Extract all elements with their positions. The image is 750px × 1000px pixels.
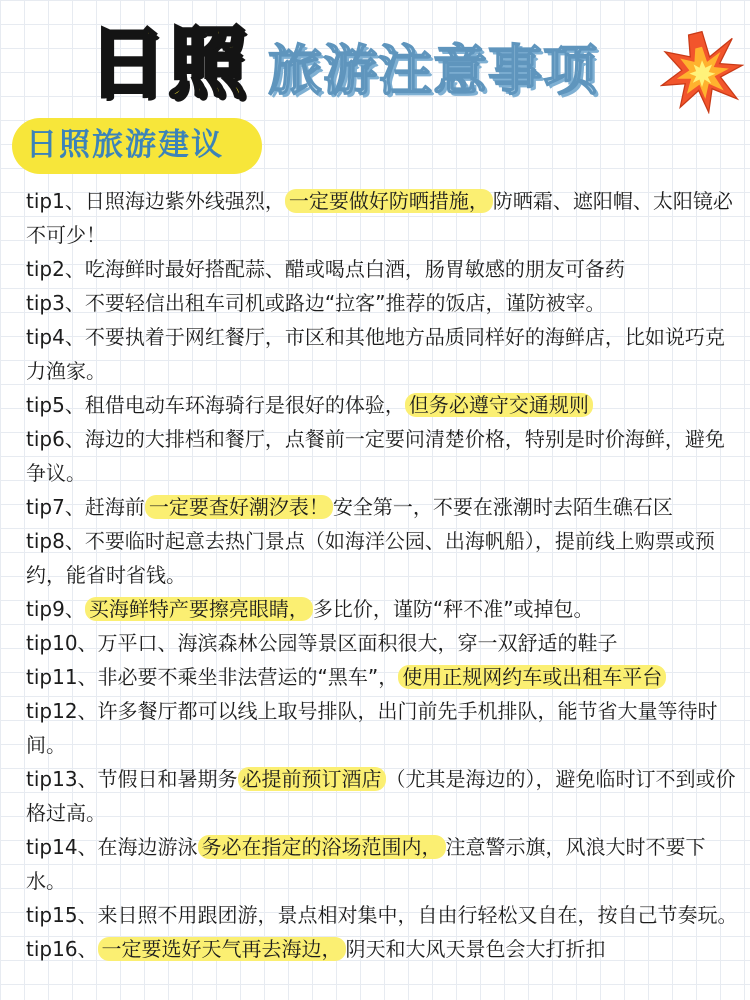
tip-text: tip15、来日照不用跟团游，景点相对集中，自由行轻松又自在，按自己节奏玩。 [26, 903, 738, 927]
tip-item [26, 388, 738, 422]
tip-item [26, 932, 738, 966]
tip-highlight: 一定要做好防晒措施， [285, 189, 493, 213]
tip-text: tip11、非必要不乘坐非法营运的“黑车”， [26, 665, 399, 689]
tip-text: tip7、赶海前 [26, 495, 145, 519]
tip-text: tip3、不要轻信出租车司机或路边“拉客”推荐的饭店，谨防被宰。 [26, 291, 606, 315]
tip-text: tip6、海边的大排档和餐厅，点餐前一定要问清楚价格，特别是时价海鲜，避免争议。 [26, 427, 725, 485]
tip-item [26, 694, 738, 762]
tip-item [26, 524, 738, 592]
title-sub: 旅游注意事项 [268, 39, 598, 102]
tip-text: （尤其是海边的），避免临时订不到或价格过高。 [26, 767, 736, 825]
tip-text: 多比价，谨防“秤不准”或掉包。 [312, 597, 594, 621]
tip-highlight: 买海鲜特产要擦亮眼睛， [85, 597, 313, 621]
tip-list [26, 184, 738, 966]
section-heading [12, 118, 262, 174]
tip-text: tip1、日照海边紫外线强烈， [26, 189, 285, 213]
tip-text: tip16、 [26, 937, 98, 961]
title-main: 日照 [88, 19, 249, 109]
tip-text: 安全第一，不要在涨潮时去陌生礁石区 [332, 495, 673, 519]
tip-highlight: 务必在指定的浴场范围内， [198, 835, 446, 859]
tip-item [26, 422, 738, 490]
tip-text: tip12、许多餐厅都可以线上取号排队，出门前先手机排队，能节省大量等待时间。 [26, 699, 718, 757]
tip-text: tip5、租借电动车环海骑行是很好的体验， [26, 393, 405, 417]
tip-highlight: 但务必遵守交通规则 [405, 393, 593, 417]
tip-highlight: 使用正规网约车或出租车平台 [398, 665, 666, 689]
tip-item [26, 660, 738, 694]
tip-item [26, 286, 738, 320]
tip-item [26, 490, 738, 524]
section-heading-text: 日照旅游建议 [26, 127, 224, 163]
tip-text: 阴天和大风天景色会大打折扣 [345, 937, 606, 961]
header [0, 16, 750, 116]
tip-text: tip4、不要执着于网红餐厅，市区和其他地方品质同样好的海鲜店，比如说巧克力渔家。 [26, 325, 725, 383]
tip-text: 注意警示旗，风浪大时不要下水。 [26, 835, 706, 893]
tip-text: tip2、吃海鲜时最好搭配蒜、醋或喝点白酒，肠胃敏感的朋友可备药 [26, 257, 625, 281]
tip-highlight: 必提前预订酒店 [238, 767, 386, 791]
tip-text: tip8、不要临时起意去热门景点（如海洋公园、出海帆船），提前线上购票或预约，能省时省钱。 [26, 529, 715, 587]
tip-text: tip9、 [26, 597, 85, 621]
tip-item [26, 898, 738, 932]
tip-item [26, 592, 738, 626]
tip-text: tip13、节假日和暑期务 [26, 767, 238, 791]
collision-icon [660, 30, 744, 114]
tip-text: 防晒霜、遮阳帽、太阳镜必不可少！ [26, 189, 733, 247]
tip-item [26, 762, 738, 830]
tip-item [26, 626, 738, 660]
tip-text: tip10、万平口、海滨森林公园等景区面积很大，穿一双舒适的鞋子 [26, 631, 618, 655]
tip-item [26, 252, 738, 286]
tip-highlight: 一定要查好潮汐表！ [145, 495, 333, 519]
tip-item [26, 184, 738, 252]
tip-text: tip14、在海边游泳 [26, 835, 198, 859]
tip-item [26, 830, 738, 898]
tip-item [26, 320, 738, 388]
tip-highlight: 一定要选好天气再去海边， [98, 937, 346, 961]
